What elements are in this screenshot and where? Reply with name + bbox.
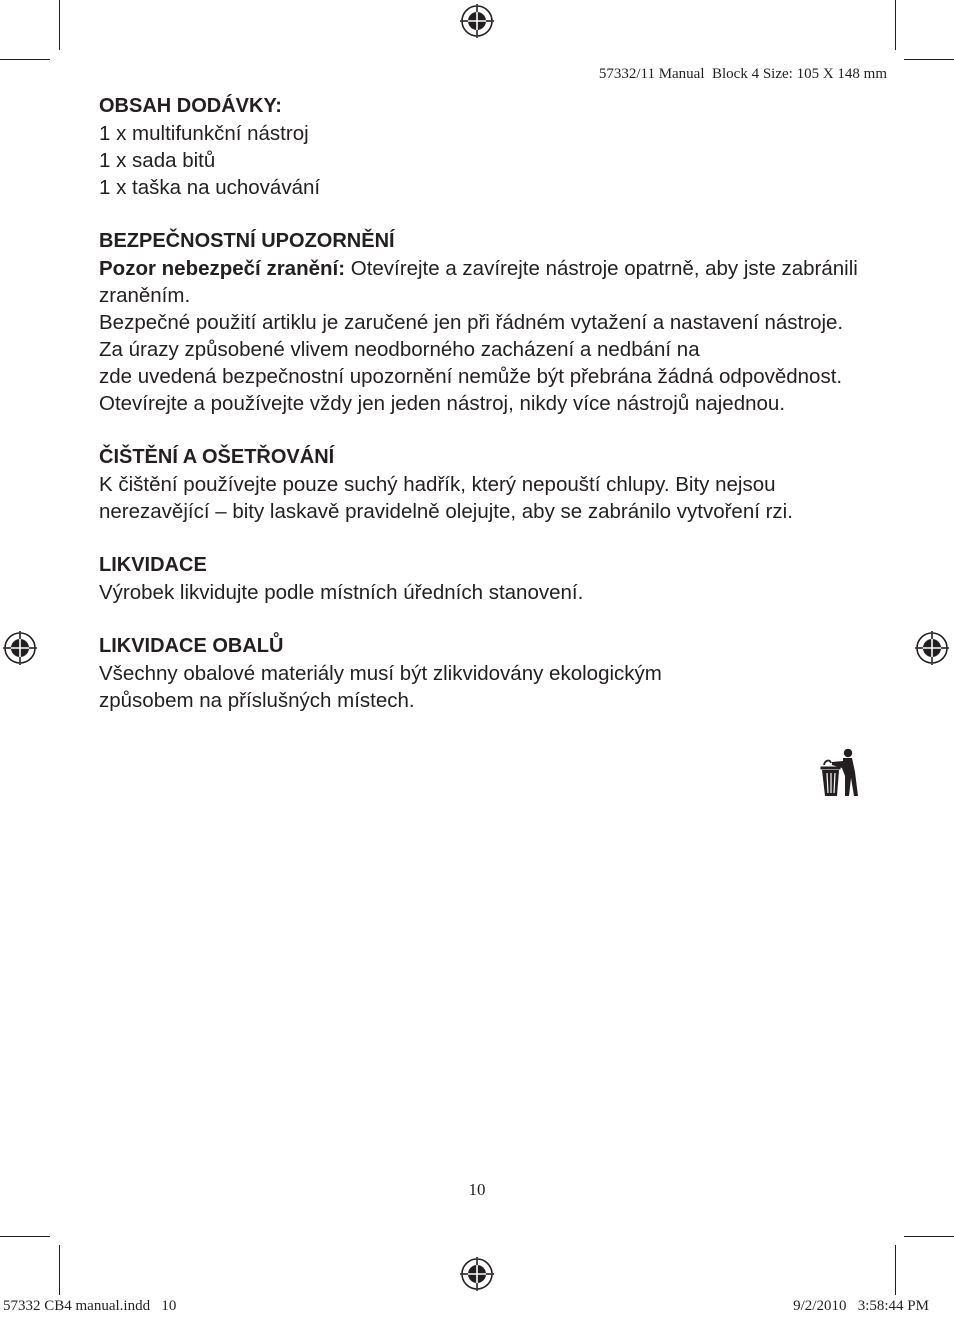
section-safety xyxy=(99,228,869,417)
crop-mark xyxy=(59,1245,60,1295)
section-contents xyxy=(99,93,869,201)
crop-mark xyxy=(895,0,896,50)
registration-mark-icon xyxy=(3,631,37,665)
crop-mark xyxy=(59,0,60,50)
section-heading: ČIŠTĚNÍ A OŠETŘOVÁNÍ xyxy=(99,446,335,468)
section-heading: OBSAH DODÁVKY: xyxy=(99,95,282,117)
registration-mark-icon xyxy=(460,1257,494,1291)
registration-mark-icon xyxy=(915,631,949,665)
crop-mark xyxy=(0,1236,50,1237)
paragraph: Otevírejte a používejte vždy jen jeden nástroj, nikdy více nástrojů najednou. xyxy=(99,392,786,415)
manual-content xyxy=(99,93,869,741)
paragraph: Za úrazy způsobené vlivem neodborného zacházení a nedbání na xyxy=(99,338,700,361)
crop-mark xyxy=(904,1236,954,1237)
paragraph: způsobem na příslušných místech. xyxy=(99,689,415,712)
paragraph: Bezpečné použití artiklu je zaručené jen při řádném vytažení a nastavení nástroje. xyxy=(99,311,844,334)
section-heading: BEZPEČNOSTNÍ UPOZORNĚNÍ xyxy=(99,230,395,252)
section-heading: LIKVIDACE OBALŮ xyxy=(99,635,284,657)
job-info-header: 57332/11 Manual Block 4 Size: 105 X 148 mm xyxy=(598,66,887,82)
paragraph: Všechny obalové materiály musí být zlikvidovány ekologickým xyxy=(99,662,662,685)
warning-text: Otevírejte a zavírejte nástroje opatrně, aby jste zabránili zraněním. xyxy=(99,257,858,307)
paragraph: K čištění používejte pouze suchý hadřík, který nepouští chlupy. Bity nejsou nerezavějící – bity laskavě pravidelně olejujte, aby se zabránilo vytvoření rzi. xyxy=(99,473,793,523)
section-cleaning xyxy=(99,444,869,525)
warning-label: Pozor nebezpečí zranění: xyxy=(99,257,346,280)
safety-warning xyxy=(99,255,869,309)
list-item: 1 x taška na uchovávání xyxy=(99,176,321,199)
section-disposal xyxy=(99,552,869,606)
crop-mark xyxy=(904,59,954,60)
section-heading: LIKVIDACE xyxy=(99,554,207,576)
print-timestamp: 9/2/2010 3:58:44 PM xyxy=(793,1298,929,1314)
section-packaging xyxy=(99,633,869,714)
crop-mark xyxy=(0,59,50,60)
tidyman-recycle-bin-icon xyxy=(818,748,860,798)
crop-mark xyxy=(895,1245,896,1295)
page-number: 10 xyxy=(468,1180,486,1199)
list-item: 1 x sada bitů xyxy=(99,149,216,172)
paragraph: Výrobek likvidujte podle místních úředních stanovení. xyxy=(99,581,584,604)
paragraph: zde uvedená bezpečnostní upozornění nemůže být přebrána žádná odpovědnost. xyxy=(99,365,843,388)
file-slug: 57332 CB4 manual.indd 10 xyxy=(3,1298,177,1314)
list-item: 1 x multifunkční nástroj xyxy=(99,122,309,145)
registration-mark-icon xyxy=(460,4,494,38)
